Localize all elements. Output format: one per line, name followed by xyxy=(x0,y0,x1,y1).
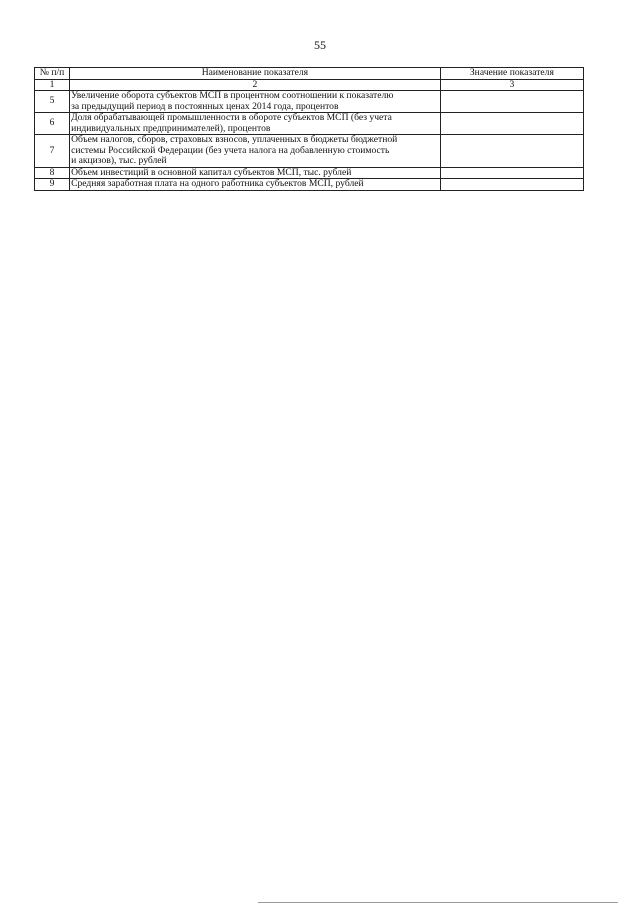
indicator-name xyxy=(70,167,441,179)
indicator-name xyxy=(70,113,441,135)
indicator-name-line: Объем налогов, сборов, страховых взносов, уплаченных в бюджеты бюджетной xyxy=(71,134,398,145)
row-number: 6 xyxy=(35,113,70,135)
table-row xyxy=(35,179,584,191)
indicator-value xyxy=(440,91,583,113)
row-number: 5 xyxy=(35,91,70,113)
indicator-name-line: Объем инвестиций в основной капитал субъектов МСП, тыс. рублей xyxy=(71,166,352,178)
table-header-row xyxy=(35,68,584,80)
indicator-name-line: Увеличение оборота субъектов МСП в процентном соотношении к показателю xyxy=(71,90,394,101)
indicators-table xyxy=(34,67,584,191)
indicator-name xyxy=(70,179,441,191)
indicator-value xyxy=(440,135,583,168)
table-row xyxy=(35,167,584,179)
indicator-name-line: Доля обрабатывающей промышленности в обороте субъектов МСП (без учета xyxy=(71,112,392,123)
indicator-name xyxy=(70,91,441,113)
indicator-value xyxy=(440,179,583,191)
header-number: № п/п xyxy=(35,68,70,80)
indicator-name-line: системы Российской Федерации (без учета налога на добавленную стоимость xyxy=(71,144,390,156)
table-row xyxy=(35,135,584,168)
indicator-value xyxy=(440,167,583,179)
header-indicator-value: Значение показателя xyxy=(440,68,583,80)
table-index-row xyxy=(35,79,584,91)
indicator-name xyxy=(70,135,441,168)
header-indicator-name: Наименование показателя xyxy=(70,68,441,80)
indicator-value xyxy=(440,113,583,135)
row-number: 8 xyxy=(35,167,70,179)
scan-edge-line xyxy=(258,902,618,903)
table-row xyxy=(35,91,584,113)
indicator-name-line: и акцизов), тыс. рублей xyxy=(71,155,167,166)
index-cell: 1 xyxy=(35,79,70,91)
indicator-name-line: Средняя заработная плата на одного работника субъектов МСП, рублей xyxy=(71,178,364,189)
index-cell: 2 xyxy=(70,79,441,91)
indicator-name-line: за предыдущий период в постоянных ценах 2014 года, процентов xyxy=(71,100,339,112)
index-cell: 3 xyxy=(440,79,583,91)
row-number: 9 xyxy=(35,179,70,191)
table-row xyxy=(35,113,584,135)
row-number: 7 xyxy=(35,135,70,168)
indicator-name-line: индивидуальных предпринимателей), процентов xyxy=(71,122,271,134)
page-number: 55 xyxy=(314,38,326,52)
